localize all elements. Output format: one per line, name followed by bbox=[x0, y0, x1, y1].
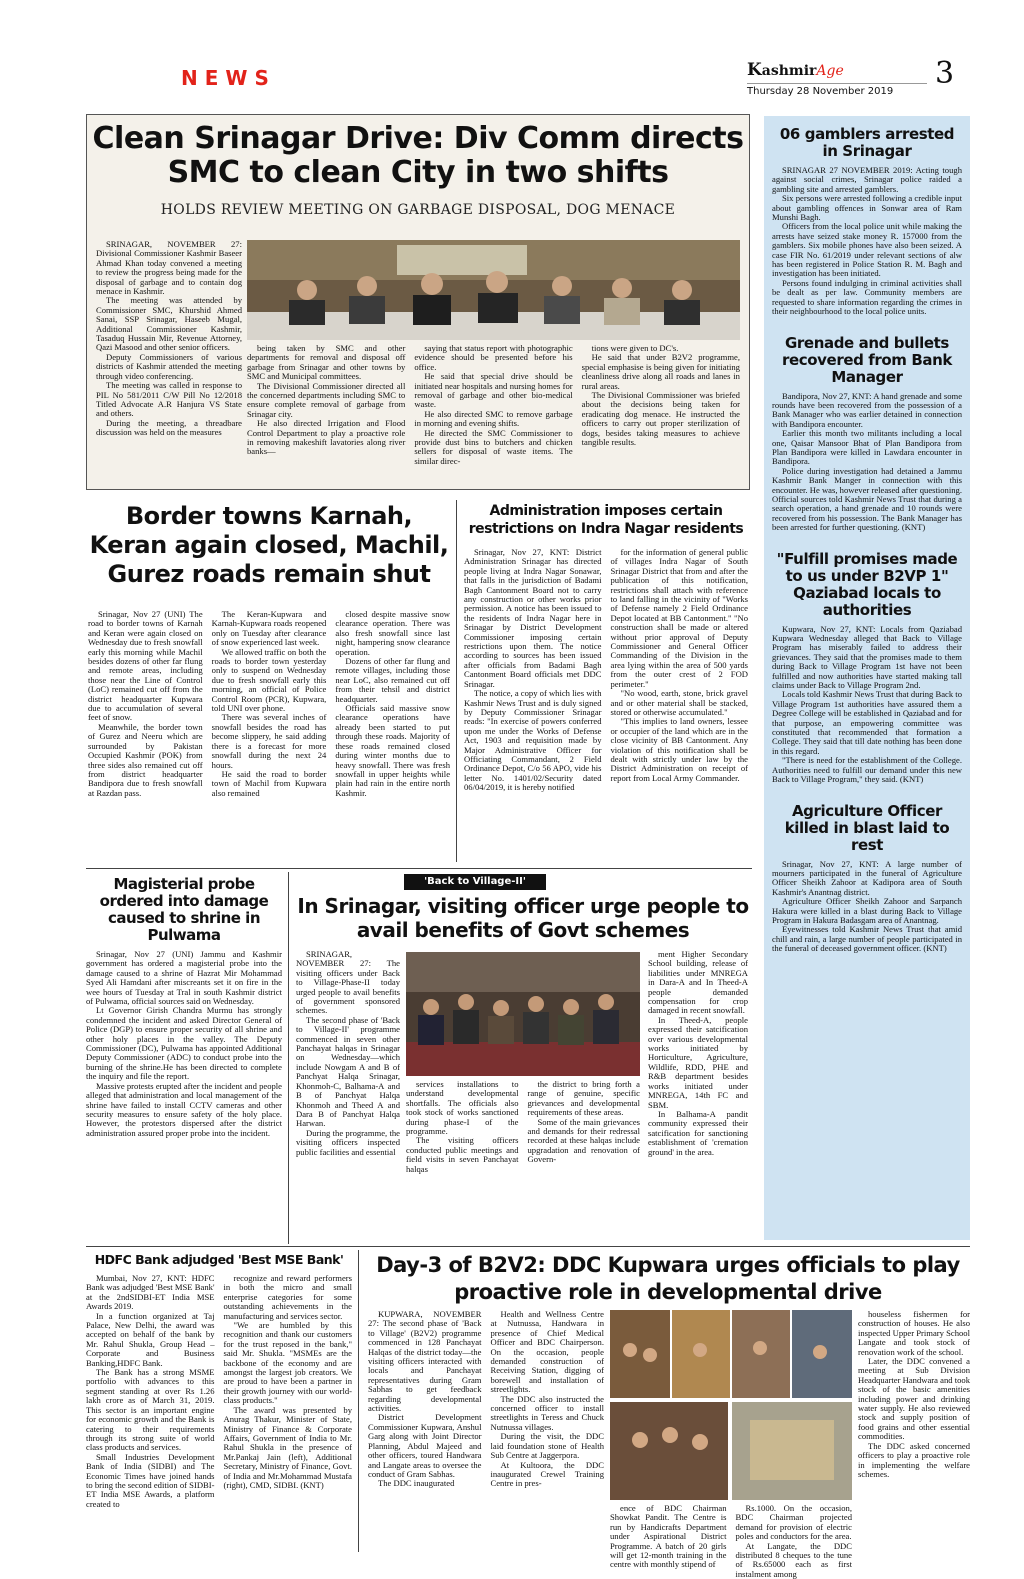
headline-indra-nagar bbox=[462, 502, 750, 538]
paragraph: He also directed SMC to remove garbage in morning and evening shifts. bbox=[414, 408, 573, 429]
paragraph: "We are humbled by this recognition and thank our customers for the trust reposed in the bank," said Mr. Shukla. "MSMEs are the backbone of the economy and are amongst the largest job creators. We are proud to have been a partner in their growth journey with our world-class products." bbox=[223, 1320, 352, 1406]
paragraph: The Divisional Commissioner directed all the concerned departments including SMC to ensure complete removal of garbage from Srinagar city. bbox=[247, 380, 406, 419]
story3-columns bbox=[464, 548, 748, 864]
story1-col2 bbox=[247, 344, 405, 484]
headline-magisterial-probe bbox=[86, 876, 282, 944]
paragraph: ment Higher Secondary School building, release of liabilities under MNREGA in Dara-A and In Theed-A people demanded compensation for crop damaged in recent snowfall. bbox=[648, 949, 748, 1016]
paragraph: Kupwara, Nov 27, KNT: Locals from Qaziabad Kupwara Wednesday alleged that Back to Village Program has miserably failed to address their grievances. They said that the promises made to them during Back to Village Program 1st have not been fulfilled and now authorities have started making tall claims under Back to Village Program 2nd. bbox=[772, 623, 962, 691]
paragraph: KUPWARA, NOVEMBER 27: The second phase of 'Back to Village' (B2V2) programme commenced in 128 Panchayat Halqas of the district today—the visiting officers interacted with locals and Panchayat representatives during Gram Sabhas to get feedback regarding developmental activities. bbox=[368, 1309, 482, 1414]
story3-col1 bbox=[464, 548, 602, 864]
paragraph: recognize and reward performers in both the micro and small enterprise categories for some outstanding achievements in the manufacturing and services sector. bbox=[223, 1273, 352, 1321]
story2-col1 bbox=[88, 610, 203, 864]
headline-border-towns bbox=[88, 502, 450, 589]
paragraph: Some of the main grievances and demands for their redressal recorded at these halqas include upgradation and renovation of Govern- bbox=[527, 1116, 640, 1165]
meeting-photo bbox=[247, 240, 740, 340]
paragraph: Six persons were arrested following a credible input about gambling offences in Sonwar area of Ram Munshi Bagh. bbox=[772, 193, 962, 223]
paragraph: The DDC also instructed the concerned officer to install streetlights in Teress and Chuck Nutnussa villages. bbox=[490, 1393, 604, 1432]
paragraph: District Development Commissioner Kupwara, Anshul Garg along with Joint Director Planning, Abdul Majeed and other officers, toured Handwara and Langate areas to oversee the conduct of Gram Sabhas. bbox=[368, 1412, 482, 1479]
paragraph: being taken by SMC and other departments for removal and disposal off garbage from Srinagar and other towns by SMC and Municipal committees. bbox=[247, 343, 406, 382]
horizontal-divider bbox=[86, 868, 752, 869]
paragraph: saying that status report with photographic evidence should be presented before his office. bbox=[414, 343, 573, 372]
headline-line: Gurez roads remain shut bbox=[107, 560, 431, 588]
headline-line: restrictions on Indra Nagar residents bbox=[468, 521, 744, 537]
headline-day3-b2v2 bbox=[364, 1252, 972, 1306]
paragraph: He directed the SMC Commissioner to provide dust bins to butchers and chicken sellers for disposal of waste items. The similar direc- bbox=[414, 427, 573, 466]
headline-clean-srinagar bbox=[90, 122, 746, 190]
paragraph: The award was presented by Anurag Thakur, Minister of State, Ministry of Finance & Corporate Affairs, Government of India to Mr. Rahul Shukla in the presence of Mr.Pankaj Jain (left), Additional Secretary, Ministry of Finance, Govt. of India and Mr.Mohammad Mustafa (right), CMD, SIDBI. (KNT) bbox=[223, 1404, 352, 1490]
paragraph: ence of BDC Chairman Showkat Pandit. The Centre is run by Handicrafts Department under Aspirational District Programme. A batch of 20 girls will get 12-month training in the centre with monthly stipend of bbox=[610, 1503, 727, 1570]
story3-col2 bbox=[611, 548, 749, 864]
paragraph: Later, the DDC convened a meeting at Sub Division Headquarter Handwara and took stock of the basic amenities including power and drinking water supply. He also reviewed stock and supply position of food grains and other essential commodities. bbox=[858, 1356, 970, 1442]
brief-gamblers-arrested bbox=[772, 126, 962, 317]
story7-col1 bbox=[368, 1310, 482, 1552]
paragraph: The visiting officers conducted public meetings and field visits in seven Panchayat halqas bbox=[406, 1135, 519, 1174]
paragraph: He also directed Irrigation and Flood Control Department to play a proactive role in removing makeshift lavatories along river banks— bbox=[247, 418, 406, 457]
story5-col1 bbox=[296, 950, 400, 1234]
paragraph: Officers from the local police unit while making the arrests have seized stake money R. 157000 from the gamblers. Six mobile phones have also been seized. A case FIR No. 61/2019 under relevant sections of alw has been registered in Police Station R. M. Bagh and investigation has been initiated. bbox=[772, 221, 962, 279]
story2-col2 bbox=[212, 610, 327, 864]
paragraph: The second phase of 'Back to Village-II' programme commenced in seven other Panchayat halqas in Srinagar on Wednesday—which include Nowgam A and B of Panchyat Halqa Srinagar, Khonmoh-C, Balhama-A and B of Panchyat Halqa Khonmoh and Theed A and Dara B of Panchyat Halqa Harwan. bbox=[296, 1014, 400, 1129]
paragraph: At Langate, the DDC distributed 8 cheques to the tune of Rs.65000 each as first instalment among bbox=[735, 1540, 852, 1579]
story2-col3 bbox=[335, 610, 450, 864]
story7-col3 bbox=[610, 1503, 727, 1570]
paragraph: "There is need for the establishment of the College. Authorities need to fulfill our demand under this new Back to Village Program," they said. (KNT) bbox=[772, 755, 962, 785]
paragraph: "This implies to land owners, lessee or occupier of the land which are in the close vicinity of BB Cantonment. Any violation of this notification shall be dealt with strictly under law by the District Administration on receipt of report from Local Army Commander. bbox=[610, 716, 748, 783]
story1-columns bbox=[247, 344, 740, 484]
paragraph: Bandipora, Nov 27, KNT: A hand grenade and some rounds have been recovered from the possession of a Bank Manager who was earlier detained in connection with Bandipora encounter. bbox=[772, 390, 963, 429]
headline-line: proactive role in developmental drive bbox=[454, 1280, 882, 1304]
column-divider bbox=[358, 1250, 359, 1552]
paragraph: Locals told Kashmir News Trust that during Back to Village Program 1st authorities have assured them a Degree College will be established in Qaziabad and for that purpose, an empowering committee was constituted that recommended that formation a College. They said that till date nothing has been done in this regard. bbox=[772, 689, 962, 756]
story5-col3 bbox=[528, 1080, 641, 1234]
section-label: NEWS bbox=[181, 66, 276, 90]
brand-rest: ashmir bbox=[761, 63, 817, 79]
paragraph: the district to bring forth a range of genuine, specific grievances and developmental requirements of these areas. bbox=[527, 1079, 640, 1118]
story5-col2 bbox=[406, 1080, 519, 1234]
sidebar-briefs bbox=[764, 116, 970, 1240]
paragraph: Agriculture Officer Sheikh Zahoor and Sarpanch Hakura were killed in a blast during Back to Village Program in Hakura Badasgam area of Anantnag. bbox=[772, 896, 962, 925]
paragraph: Lt Governor Girish Chandra Murmu has strongly condemned the incident and asked Director General of Police (DGP) to ensure proper security of all shrine and other holy places in the valley. The Deputy Commissioner (DC), Pulwama has appointed Additional Deputy Commissioner (ADC) to conduct probe into the burning of the shrine.He has been directed to complete the inquiry and file the report. bbox=[86, 1005, 282, 1082]
paragraph: The Divisional Commissioner was briefed about the decisions being taken for eradicating dog menace. He instructed the officers to carry out proper sterilization of dogs, besides taking measures to achieve tangible results. bbox=[581, 390, 740, 448]
story7-columns-under-photo bbox=[610, 1503, 852, 1579]
paragraph: Police during investigation had detained a Jammu Kashmir Bank Manger in connection with this encounter. He was, however released after questioning. Official sources told Kashmir News Trust that during a search operation, a hand grenade and 10 rounds were recovered from his possession. The Bank Manager has been arrested for further questioning. (KNT) bbox=[772, 465, 962, 533]
paragraph: SRINAGAR, NOVEMBER 27: The visiting officers under Back to Village-Phase-II today urged people to avail benefits of government sponsored schemes. bbox=[296, 949, 400, 1016]
paragraph: In Theed-A, people expressed their satcification over various developmental works initiated by Horticulture, Agriculture, Wildlife, RDD, PHE and R&B department besides works initiated under MNREGA, 14th FC and SBM. bbox=[648, 1014, 748, 1110]
story7-col4 bbox=[735, 1503, 853, 1579]
story2-columns bbox=[88, 610, 450, 864]
brief-agriculture-officer bbox=[772, 803, 962, 954]
story1-col1 bbox=[96, 240, 242, 480]
paragraph: Meanwhile, the border town of Gurez and Neeru which are surrounded by Pakistan Occupied Kashmir (POK) from three sides also remained cut off from district headquarter Bandipora due to fresh snowfall at Razdan pass. bbox=[88, 721, 203, 798]
story1-col3 bbox=[414, 344, 572, 484]
brief-grenade-recovered bbox=[772, 335, 962, 533]
paragraph: He said that special drive should be initiated near hospitals and nursing homes for removal of garbage and other bio-medical waste. bbox=[414, 371, 573, 410]
story7-columns-left bbox=[368, 1310, 604, 1552]
horizontal-divider bbox=[86, 1246, 970, 1247]
headline-line: avail benefits of Govt schemes bbox=[356, 918, 690, 942]
paragraph: Massive protests erupted after the incident and people alleged that administration and local management of the shrine have failed to install CCTV cameras and other security measures to ensure safety of the holy place. However, the protestors dispersed after the district administration assured proper probe into the incident. bbox=[86, 1080, 282, 1138]
subhead-clean-srinagar: HOLDS REVIEW MEETING ON GARBAGE DISPOSAL, DOG MENACE bbox=[160, 202, 676, 218]
brief-headline: Agriculture Officer killed in blast laid to rest bbox=[784, 801, 950, 854]
headline-line: Magisterial probe bbox=[113, 875, 255, 893]
kicker-back-to-village: 'Back to Village-II' bbox=[404, 874, 546, 890]
brief-headline: "Fulfill promises made to us under B2VP 1" Qaziabad locals to authorities bbox=[776, 549, 958, 619]
paragraph: Deputy Commissioners of various districts of Kashmir attended the meeting through video conferencing. bbox=[96, 351, 242, 381]
paragraph: Persons found indulging in criminal activities shall be dealt as per law. Community members are requested to share information regarding the crimes in their neighbourhood to the local police units. bbox=[772, 277, 962, 317]
headline-hdfc: HDFC Bank adjudged 'Best MSE Bank' bbox=[94, 1252, 344, 1267]
headline-line: Administration imposes certain bbox=[489, 503, 723, 519]
paragraph: The meeting was called in response to PIL No 581/2011 C/W Pill No 12/2018 Titled Advocate A.R Hanjura VS State and others. bbox=[96, 380, 242, 419]
paragraph: houseless fishermen for construction of houses. He also inspected Upper Primary School Langate and took stock of renovation work of the school. bbox=[858, 1309, 970, 1357]
column-divider bbox=[288, 872, 289, 1244]
paragraph: Dozens of other far flung and remote villages, including those near LoC, also remained cut off from their tehsil and district headquarter. bbox=[335, 656, 451, 704]
paragraph: The DDC asked concerned officers to play a proactive role in implementing the welfare schemes. bbox=[858, 1440, 970, 1479]
paragraph: SRINAGAR 27 NOVEMBER 2019: Acting tough against social crimes, Srinagar police raided a gambling site and arrested gamblers. bbox=[772, 165, 962, 194]
paragraph: The Keran-Kupwara and Karnah-Kupwara roads reopened only on Tuesday after clearance of snow experienced last week. bbox=[211, 609, 327, 648]
story5-col4 bbox=[648, 950, 748, 1234]
paragraph: In a function organized at Taj Palace, New Delhi, the award was accepted on behalf of the bank by Mr. Rahul Shukla, Group Head – Corporate and Business Banking,HDFC Bank. bbox=[86, 1310, 215, 1368]
paragraph: tions were given to DC's. bbox=[591, 343, 679, 353]
paragraph: He said that under B2V2 programme, special emphasise is being given for initiating cleanliness drive along all roads and lanes in rural areas. bbox=[581, 352, 740, 391]
headline-line: In Srinagar, visiting officer urge people to bbox=[297, 894, 749, 918]
headline-line: Keran again closed, Machil, bbox=[89, 531, 449, 559]
headline-line: Pulwama bbox=[147, 926, 221, 944]
paragraph: In Balhama-A pandit community expressed their satcification for sanctioning establishment of 'cremation ground' in the area. bbox=[648, 1108, 748, 1157]
paragraph: During the programme, the visiting officers inspected public facilities and essential bbox=[296, 1127, 400, 1157]
headline-srinagar-visiting-officer bbox=[292, 894, 754, 942]
paragraph: Srinagar, Nov 27, KNT: District Administration Srinagar has directed people living at Indra Nagar Sonawar, that falls in the jurisdiction of Badami Bagh Cantonment Board not to carry any construction or other works prior permission. A notice has been issued to the residents of Indra Nagar here in Srinagar by District Development Commissioner imposing certain restrictions upon them. The notice according to sources has been issued after officials from Badami Bagh Cantonment Board officials met DDC Srinagar. bbox=[464, 547, 602, 689]
paragraph: We allowed traffic on both the roads to border town yesterday only to suspend on Wednesday due to fresh snowfall early this morning, an official of Police Control Room (PCR), Kupwara, told UNI over phone. bbox=[211, 646, 327, 714]
paragraph: There was several inches of snowfall besides the road has become slippery, he said adding there is a forecast for more snowfall during the next 24 hours. bbox=[211, 712, 327, 770]
paragraph: SRINAGAR, NOVEMBER 27: Divisional Commissioner Kashmir Baseer Ahmad Khan today convened a meeting to review the progress being made for the disposal of garbage and to contain dog menace in Kashmir. bbox=[96, 239, 242, 297]
story7-col5 bbox=[858, 1310, 970, 1552]
headline-line: Day-3 of B2V2: DDC Kupwara urges officials to play bbox=[376, 1253, 960, 1277]
paragraph: Srinagar, Nov 27 (UNI) Jammu and Kashmir government has ordered a magisterial probe into the damage caused to a shrine of Hazrat Mir Mohammad Syed Ali Hamdani after miscreants set it on fire in the wee hours of Tuesday at Tral in south Kashmir district of Pulwama, official sources said on Wednesday. bbox=[86, 949, 282, 1007]
story6-columns bbox=[86, 1274, 352, 1552]
paragraph: The notice, a copy of which lies with Kashmir News Trust and is duly signed by Deputy Commissioner Srinagar reads: "In exercise of powers conferred upon me under the Works of Defense Act, 1903 and requisition made by Major Administrative Officer for Officiating Commandant, 2 Field Ordinance Depot, C/o 56 APO, vide his letter No. 1401/02/Security dated 06/04/2019, it is hereby notified bbox=[464, 688, 602, 793]
brief-headline: 06 gamblers arrested in Srinagar bbox=[779, 125, 955, 160]
paragraph: Srinagar, Nov 27 (UNI) The road to border towns of Karnah and Keran were again closed on Wednesday due to fresh snowfall early this morning while Machil besides dozens of other far flung and remote areas, including those near the Line of Control (LoC) remained cut off from the district headquarter Kupwara due to accumulation of several feet of snow. bbox=[88, 609, 203, 723]
story7-col2 bbox=[491, 1310, 605, 1552]
paragraph: for the information of general public of villages Indra Nagar of South Srinagar District that from and after the publication of this notification, restrictions shall attach with reference to land falling in the vicinity of "Works of Defense namely 2 Field Ordinance Depot located at BB Cantonment." "No construction shall be made or altered without prior approval of Deputy Commissioner and General Officer Commanding of the Division in the area lying within the area of 500 yards from the outer crest of 2 FOD perimeter." bbox=[610, 547, 748, 689]
brand-name bbox=[747, 62, 927, 79]
issue-date: Thursday 28 November 2019 bbox=[747, 83, 927, 97]
story6-col1 bbox=[86, 1274, 215, 1552]
paragraph: During the visit, the DDC laid foundation stone of Health Sub Centre at Jaggerpora. bbox=[490, 1431, 604, 1461]
paragraph: Eyewitnesses told Kashmir News Trust that amid chill and rain, a large number of people participated in the funeral of deceased government officer. (KNT) bbox=[772, 924, 962, 954]
brief-headline: Grenade and bullets recovered from Bank Manager bbox=[782, 333, 952, 386]
paragraph: During the meeting, a threadbare discussion was held on the measures bbox=[96, 417, 242, 438]
story4-body bbox=[86, 950, 282, 1240]
paragraph: Earlier this month two militants including a local one, Qaisar Mansoor Bhat of Plan Bandipora from Plan Bandipora were killed in Lawdara encounter in Bandipora. bbox=[772, 428, 962, 467]
kupwara-photo-collage bbox=[610, 1310, 852, 1500]
paragraph: The Bank has a strong MSME portfolio with advances to this segment standing at over Rs 1.26 lakh crore as of March 31, 2019. This sector is an important engine for economic growth and the Bank is catering to their requirements through its strong suite of world class products and services. bbox=[86, 1367, 215, 1453]
brand-initial: K bbox=[747, 60, 762, 80]
paragraph: services installations to understand developmental shortfalls. The officials also took stock of works sanctioned during phase-I of the programme. bbox=[406, 1079, 519, 1137]
paragraph: At Kultoora, the DDC inaugurated Crewel Training Centre in pres- bbox=[490, 1459, 604, 1489]
story1-col4 bbox=[582, 344, 740, 484]
paragraph: The meeting was attended by Commissioner SMC, Khurshid Ahmed Sanai, SSP Srinagar, Haseeb Mugal, Additional Commissioner Kashmir, Tasaduq Hussain Mir, Revenue Attorney, Qazi Masood and other senior officers. bbox=[96, 295, 242, 353]
headline-line: Clean Srinagar Drive: Div Comm directs bbox=[92, 121, 744, 156]
paragraph: "No wood, earth, stone, brick gravel and or other material shall be stacked, stored or otherwise accumulated." bbox=[610, 688, 748, 717]
village-meeting-photo bbox=[406, 952, 640, 1076]
paragraph: The DDC inaugurated bbox=[378, 1478, 455, 1489]
story5-columns-mid bbox=[406, 1080, 640, 1234]
paragraph: closed despite massive snow clearance operation. There was also fresh snowfall since last night, hampering snow clearance operation. bbox=[335, 609, 451, 657]
headline-line: caused to shrine in bbox=[108, 909, 260, 927]
headline-line: Border towns Karnah, bbox=[125, 502, 413, 530]
headline-line: SMC to clean City in two shifts bbox=[167, 155, 669, 190]
brief-qaziabad-locals bbox=[772, 551, 962, 785]
headline-line: ordered into damage bbox=[99, 892, 269, 910]
column-divider bbox=[456, 500, 457, 862]
story6-col2 bbox=[224, 1274, 353, 1552]
paragraph: Officials said massive snow clearance operations have already been started to put through these roads. Majority of these roads remained closed during winter months due to heavy snowfall. There was fresh snowfall in upper heights while plain had rain in the entire north Kashmir. bbox=[335, 703, 451, 798]
paragraph: Mumbai, Nov 27, KNT: HDFC Bank was adjudged 'Best MSE Bank' at the 2ndSIDBI-ET India MSE Awards 2019. bbox=[86, 1273, 215, 1312]
paragraph: Srinagar, Nov 27, KNT: A large number of mourners participated in the funeral of Agriculture Officer Sheikh Zahoor at Kadipora area of South Kashmir's Anantnag district. bbox=[772, 858, 962, 897]
paragraph: Rs.1000. On the occasion, BDC Chairman projected demand for provision of electric poles and conductors for the area. bbox=[735, 1503, 852, 1542]
paragraph: Health and Wellness Centre at Nutnussa, Handwara in presence of Chief Medical Officer and BDC Chairperson. On the occasion, people demanded construction of Receiving Station, digging of borewell and installation of streetlights. bbox=[490, 1309, 604, 1395]
masthead bbox=[747, 62, 927, 97]
brand-age: Age bbox=[816, 63, 844, 79]
page-number: 3 bbox=[935, 56, 955, 91]
paragraph: Small Industries Development Bank of India (SIDBI) and The Economic Times have joined hands to bring the second edition of SIDBI-ET India MSE Awards, a platform created to bbox=[86, 1451, 215, 1509]
paragraph: He said the road to border town of Machil from Kupwara also remained bbox=[211, 768, 327, 798]
